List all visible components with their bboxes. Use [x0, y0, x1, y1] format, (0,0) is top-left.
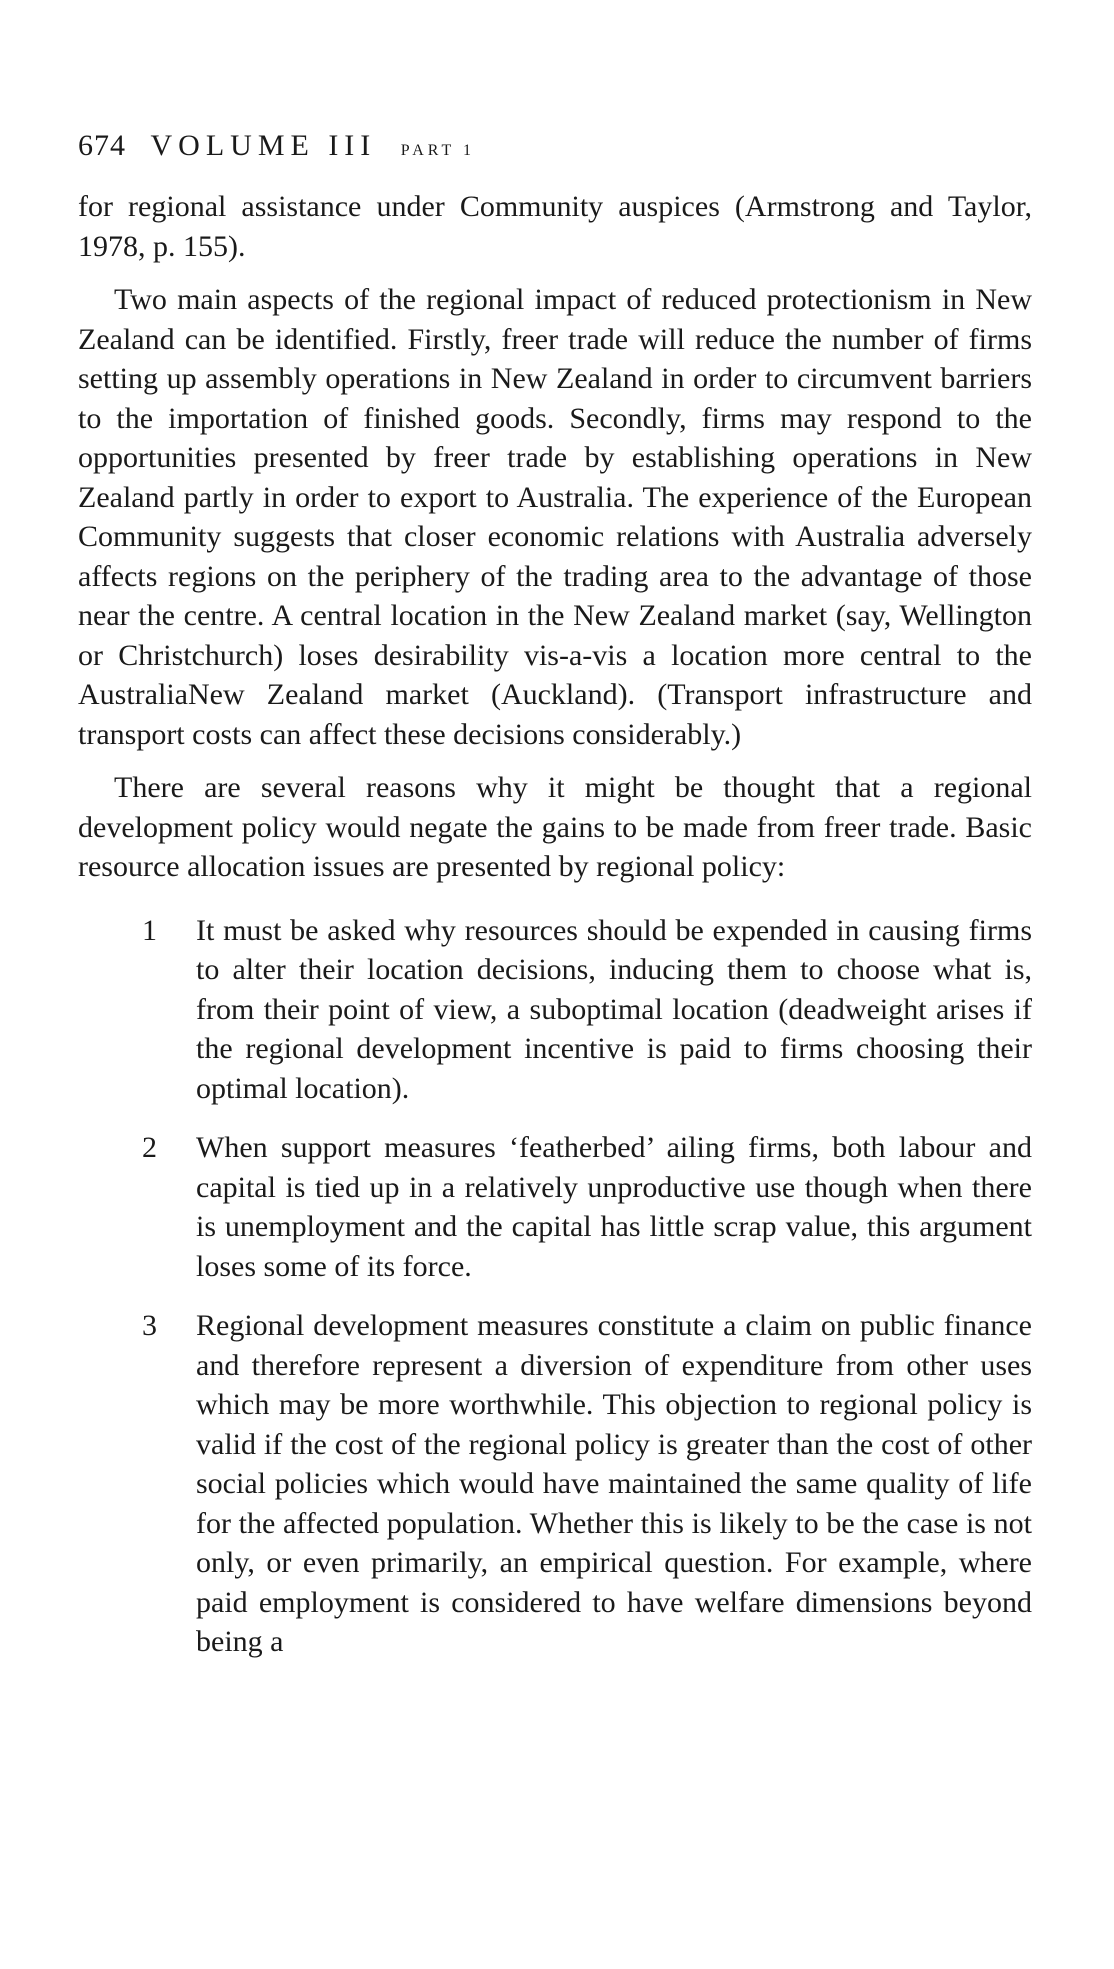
- part-label: PART 1: [400, 142, 475, 159]
- list-item-number: 1: [142, 913, 157, 947]
- document-page: [78, 128, 1032, 1682]
- list-item-number: 2: [142, 1131, 157, 1164]
- list-item-text: It must be asked why resources should be expended in causing firms to alter their location decisions, inducing them to choose what is, from their point of view, a suboptimal location (deadweight arises if the regional development incentive is paid to firms choosing their optimal location).: [196, 913, 1032, 1105]
- list-item-text: Regional development measures constitute a claim on public finance and therefore represent a diversion of expenditure from other uses which may be more worthwhile. This objection to regional policy is valid if the cost of the regional policy is greater than the cost of other social policies which would have maintained the same quality of life for the affected population. Whether this is likely to be the case is not only, or even primarily, an empirical question. For example, where paid employment is considered to have welfare dimensions beyond being a: [196, 1309, 1032, 1658]
- paragraph-regional-policy-reasons: There are several reasons why it might be thought that a regional development policy would negate the gains to be made from freer trade. Basic resource allocation issues are presented by regional policy:: [78, 771, 1032, 883]
- list-item: [78, 1128, 1032, 1286]
- list-item: [78, 1306, 1032, 1662]
- running-header: [78, 128, 1032, 169]
- page-number: 674: [78, 129, 126, 162]
- paragraph-regional-impact: Two main aspects of the regional impact of reduced protectionism in New Zealand can be identified. Firstly, freer trade will reduce the number of firms setting up assembly operations in New Zealand in order to circumvent barriers to the importation of finished goods. Secondly, firms may respond to the opportunities presented by freer trade by establishing operations in New Zealand partly in order to export to Australia. The experience of the European Community suggests that closer economic relations with Australia adversely affects regions on the periphery of the trading area to the advantage of those near the centre. A central location in the New Zealand market (say, Wellington or Christchurch) loses desirability vis-a-vis a location more central to the AustraliaNew Zealand market (Auckland). (Transport infrastructure and transport costs can affect these decisions considerably.): [78, 283, 1032, 751]
- numbered-list: [78, 911, 1032, 1662]
- list-item-number: 3: [142, 1309, 157, 1342]
- list-item-text: When support measures ‘featherbed’ ailing firms, both labour and capital is tied up in a relatively unproductive use though when there is unemployment and the capital has little scrap value, this argument loses some of its force.: [196, 1131, 1032, 1283]
- paragraph-continuation: for regional assistance under Community auspices (Armstrong and Taylor, 1978, p. 155).: [78, 190, 1032, 263]
- list-item: [78, 911, 1032, 1109]
- volume-label: VOLUME III: [150, 129, 377, 162]
